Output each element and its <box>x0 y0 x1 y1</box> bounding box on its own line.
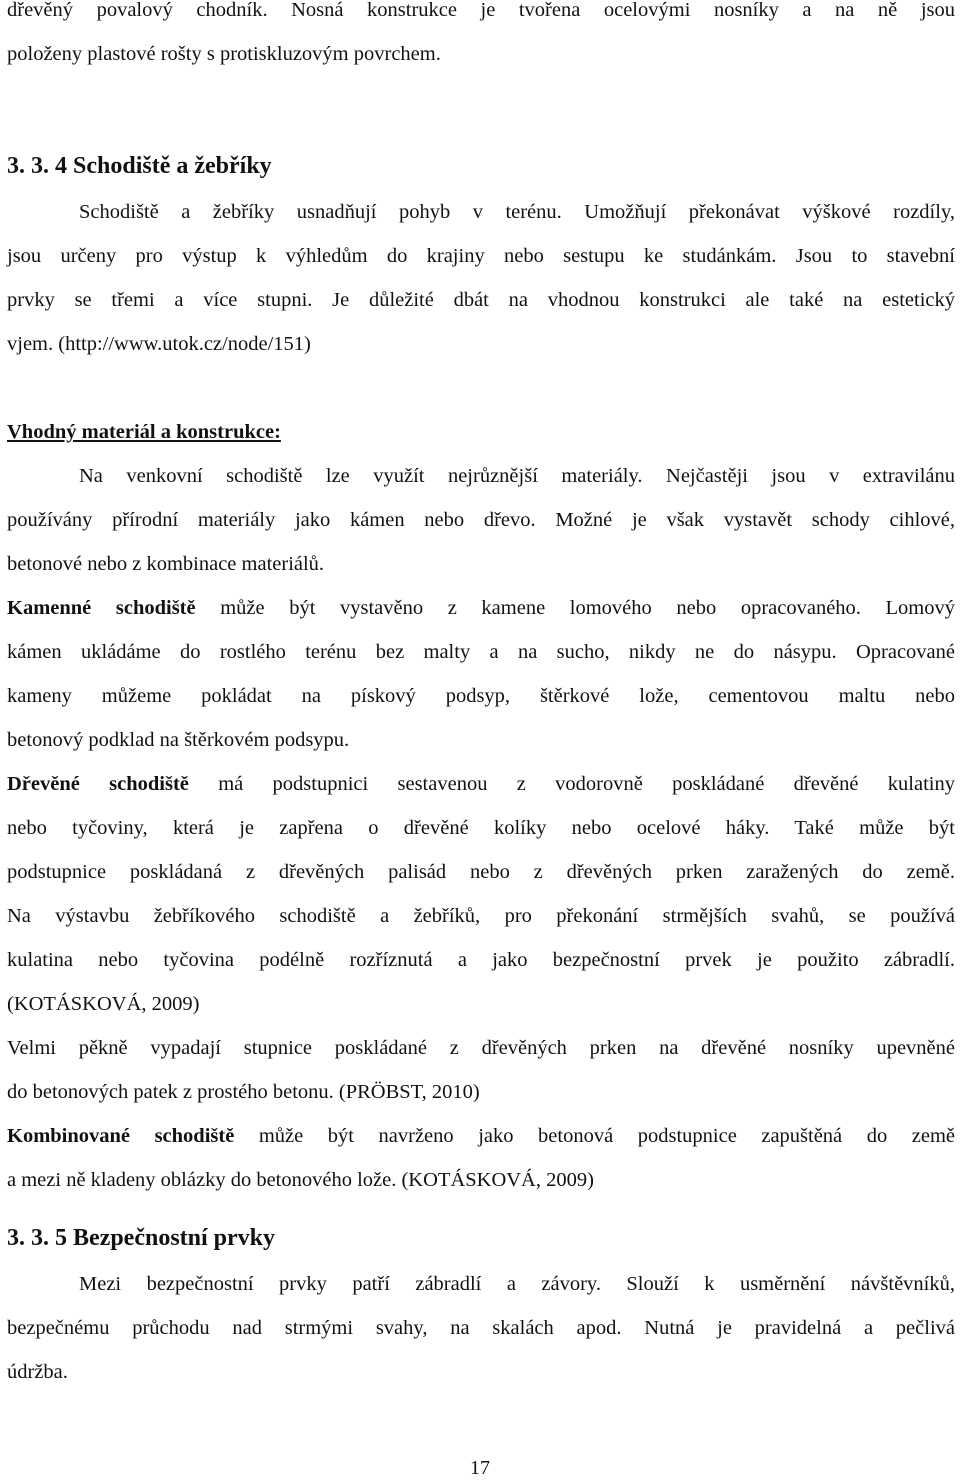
paragraph-line: betonový podklad na štěrkovém podsypu. <box>7 729 350 751</box>
bold-term: Kamenné schodiště <box>7 597 196 619</box>
line-text: může být vystavěno z kamene lomového nebo opracovaného. Lomový <box>195 597 955 619</box>
paragraph-line <box>7 598 955 620</box>
section-heading-3-3-4: 3. 3. 4 Schodiště a žebříky <box>7 153 272 179</box>
citation-line: (KOTÁSKOVÁ, 2009) <box>7 993 200 1015</box>
paragraph-line: dřevěný povalový chodník. Nosná konstrukce je tvořena ocelovými nosníky a na ně jsou <box>7 0 955 21</box>
paragraph-line: používány přírodní materiály jako kámen nebo dřevo. Možné je však vystavět schody cihlové, <box>7 509 955 531</box>
paragraph-line: Na výstavbu žebříkového schodiště a žebříků, pro překonání strmějších svahů, se používá <box>7 905 955 927</box>
paragraph-line: Velmi pěkně vypadají stupnice poskládané z dřevěných prken na dřevěné nosníky upevněné <box>7 1037 955 1059</box>
line-text: může být navrženo jako betonová podstupnice zapuštěná do země <box>234 1125 955 1147</box>
paragraph-line: prvky se třemi a více stupni. Je důležité dbát na vhodnou konstrukci ale také na estetický <box>7 289 955 311</box>
document-page <box>7 0 955 1480</box>
paragraph-line: Schodiště a žebříky usnadňují pohyb v terénu. Umožňují překonávat výškové rozdíly, <box>79 201 955 223</box>
paragraph-line: Na venkovní schodiště lze využít nejrůznější materiály. Nejčastěji jsou v extravilánu <box>79 465 955 487</box>
bold-term: Kombinované schodiště <box>7 1125 235 1147</box>
paragraph-line: údržba. <box>7 1361 68 1383</box>
paragraph-line: položeny plastové rošty s protiskluzovým povrchem. <box>7 43 441 65</box>
paragraph-line: podstupnice poskládaná z dřevěných palisád nebo z dřevěných prken zaražených do země. <box>7 861 955 883</box>
line-text: má podstupnici sestavenou z vodorovně poskládané dřevěné kulatiny <box>188 773 955 795</box>
paragraph-line: a mezi ně kladeny oblázky do betonového lože. (KOTÁSKOVÁ, 2009) <box>7 1169 594 1191</box>
paragraph-line: vjem. (http://www.utok.cz/node/151) <box>7 333 311 355</box>
paragraph-line: kámen ukládáme do rostlého terénu bez malty a na sucho, nikdy ne do násypu. Opracované <box>7 641 955 663</box>
paragraph-line: nebo tyčoviny, která je zapřena o dřevěné kolíky nebo ocelové háky. Také může být <box>7 817 955 839</box>
paragraph-line: Mezi bezpečnostní prvky patří zábradlí a závory. Slouží k usměrnění návštěvníků, <box>79 1273 955 1295</box>
paragraph-line <box>7 1126 955 1148</box>
paragraph-line: bezpečnému průchodu nad strmými svahy, na skalách apod. Nutná je pravidelná a pečlivá <box>7 1317 955 1339</box>
paragraph-line: do betonových patek z prostého betonu. (PRÖBST, 2010) <box>7 1081 480 1103</box>
section-heading-3-3-5: 3. 3. 5 Bezpečnostní prvky <box>7 1225 276 1251</box>
paragraph-line: kulatina nebo tyčovina podélně rozříznutá a jako bezpečnostní prvek je použito zábradlí. <box>7 949 955 971</box>
bold-term: Dřevěné schodiště <box>7 773 189 795</box>
paragraph-line: kameny můžeme pokládat na pískový podsyp, štěrkové lože, cementovou maltu nebo <box>7 685 955 707</box>
paragraph-line: jsou určeny pro výstup k výhledům do krajiny nebo sestupu ke studánkám. Jsou to stavební <box>7 245 955 267</box>
subsection-title: Vhodný materiál a konstrukce: <box>7 421 281 443</box>
paragraph-line <box>7 774 955 796</box>
page-number: 17 <box>470 1457 490 1479</box>
paragraph-line: betonové nebo z kombinace materiálů. <box>7 553 325 575</box>
